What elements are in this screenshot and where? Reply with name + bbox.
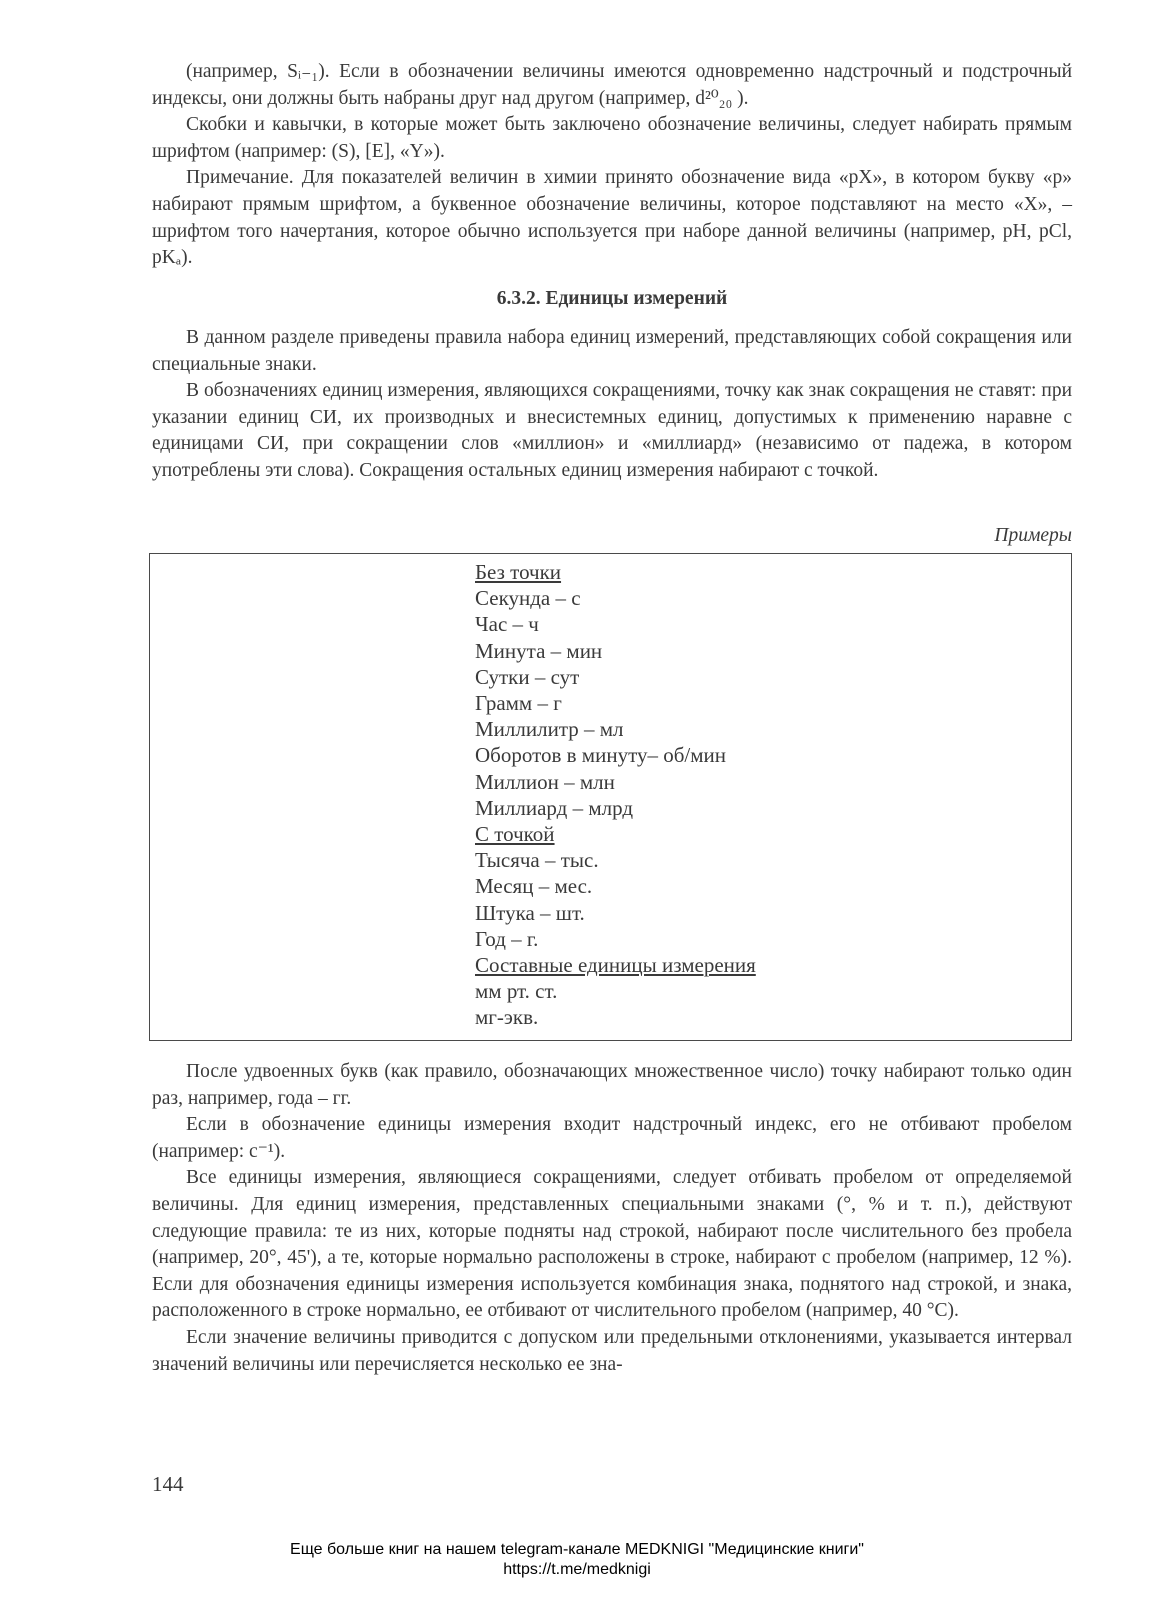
section-heading: 6.3.2. Единицы измерений <box>496 288 728 309</box>
paragraph: Если значение величины приводится с допуском или предельными отклонениями, указывается интервал значений величины или перечисляется несколько ее зна- <box>152 1326 1072 1375</box>
example-item: Грамм – г <box>475 691 562 716</box>
example-item: Сутки – сут <box>475 664 580 689</box>
example-item: мг-экв. <box>475 1005 539 1030</box>
page-number: 144 <box>152 1472 184 1496</box>
example-item: Миллион – млн <box>475 769 615 794</box>
example-item: Миллиард – млрд <box>475 795 634 820</box>
example-item: Оборотов в минуту– об/мин <box>475 743 727 768</box>
examples-box <box>149 553 1072 1041</box>
paragraph: В данном разделе приведены правила набора единиц измерений, представляющих собой сокращения или специальные знаки. <box>152 327 1072 375</box>
middle-text-block <box>152 325 1072 485</box>
examples-group-heading: Составные единицы измерения <box>475 953 756 978</box>
paragraph: После удвоенных букв (как правило, обозначающих множественное число) точку набирают только один раз, например, года – гг. <box>152 1061 1072 1109</box>
examples-label: Примеры <box>994 525 1072 546</box>
footer-promo-text: Еще больше книг на нашем telegram-канале MEDKNIGI "Медицинские книги" <box>290 1541 864 1558</box>
example-item: Миллилитр – мл <box>475 717 624 742</box>
examples-group-heading: Без точки <box>475 560 562 584</box>
example-item: Час – ч <box>475 612 539 637</box>
paragraph: Скобки и кавычки, в которые может быть заключено обозначение величины, следует набирать прямым шрифтом (например: (S), [E], «Y»). <box>152 114 1072 162</box>
example-item: Год – г. <box>475 926 539 951</box>
paragraph: Все единицы измерения, являющиеся сокращениями, следует отбивать пробелом от определяемой величины. Для единиц измерения, представленных специальными знаками (°, % и т. п.), действуют следующие правила: те из них, которые подняты над строкой, набирают после числительного без пробела (например, 20°, 45'), а те, которые нормально расположены в строке, набирают с пробелом (например, 12 %). Если для обозначения единицы измерения используется комбинация знака, поднятого над строкой, и знака, расположенного в строке нормально, ее отбивают от числительного пробелом (например, 40 °С). <box>152 1167 1072 1322</box>
bottom-text-block <box>152 1059 1072 1378</box>
paragraph: (например, Sᵢ₋₁). Если в обозначении величины имеются одновременно надстрочный и подстрочный индексы, они должны быть набраны друг над другом (например, d²⁰₂₀ ). <box>152 61 1072 109</box>
footer <box>0 1540 1154 1580</box>
top-text-block <box>152 59 1072 272</box>
footer-telegram-link[interactable]: https://t.me/medknigi <box>503 1561 651 1578</box>
paragraph: Если в обозначение единицы измерения входит надстрочный индекс, его не отбивают пробелом (например: с⁻¹). <box>152 1114 1072 1162</box>
example-item: мм рт. ст. <box>475 979 558 1004</box>
examples-list <box>475 559 756 1031</box>
paragraph: Примечание. Для показателей величин в химии принято обозначение вида «pX», в котором букву «p» набирают прямым шрифтом, а буквенное обозначение величины, которое подставляют на место «X», – шрифтом того начертания, которое обычно используется при наборе данной величины (например, pH, pCl, pKₐ). <box>152 167 1072 269</box>
example-item: Секунда – с <box>475 586 581 611</box>
example-item: Минута – мин <box>475 638 603 663</box>
example-item: Месяц – мес. <box>475 874 593 899</box>
examples-group-heading: С точкой <box>475 822 555 847</box>
example-item: Тысяча – тыс. <box>475 848 599 873</box>
example-item: Штука – шт. <box>475 900 585 925</box>
paragraph: В обозначениях единиц измерения, являющихся сокращениями, точку как знак сокращения не ставят: при указании единиц СИ, их производных и внесистемных единиц, допустимых к применению наравне с единицами СИ, при сокращении слов «миллион» и «миллиард» (независимо от падежа, в котором употреблены эти слова). Сокращения остальных единиц измерения набирают с точкой. <box>152 380 1072 481</box>
